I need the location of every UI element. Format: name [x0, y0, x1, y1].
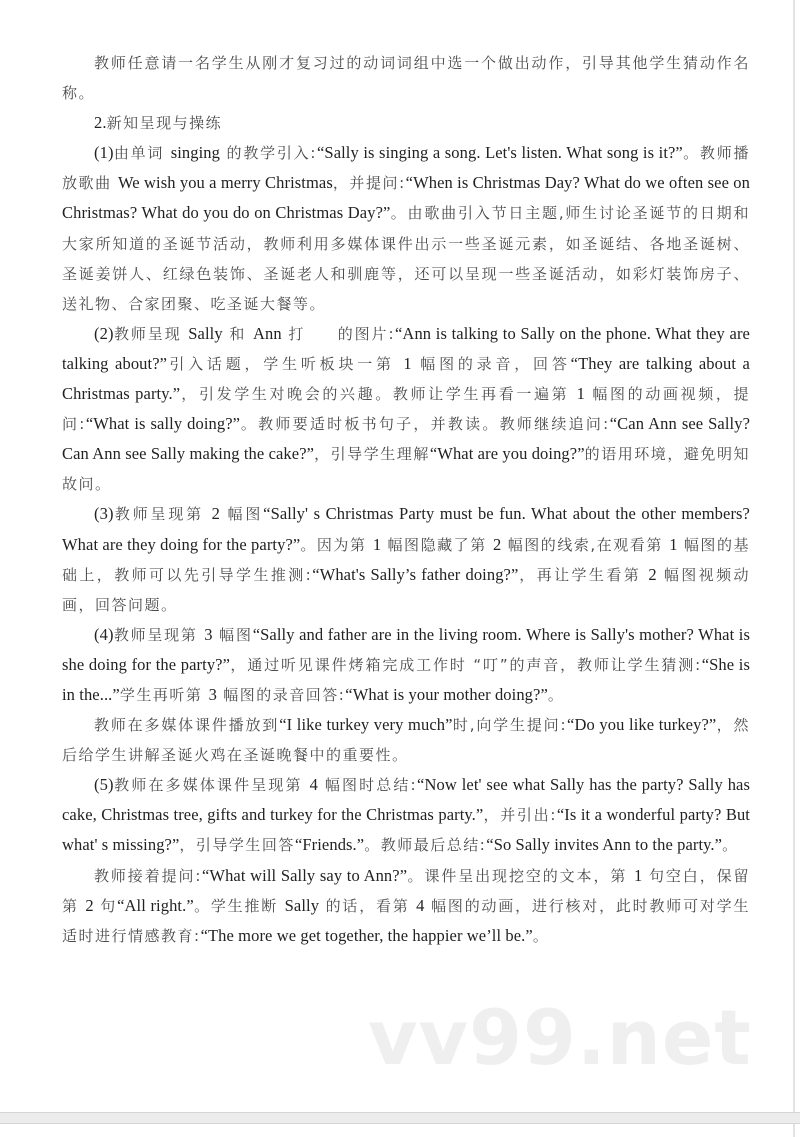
chinese-text: 引入话题，学生听板块一第 [167, 354, 404, 373]
english-text: “I like turkey very much” [279, 715, 453, 735]
english-text: 1 [669, 534, 678, 554]
chinese-text: ，并提问: [332, 174, 406, 193]
english-text: “What's Sally’s father doing?” [312, 564, 519, 584]
paragraph-p1 [62, 48, 750, 108]
chinese-text: 教师在多媒体课件呈现第 [113, 776, 310, 795]
english-text: We wish you a merry Christmas [117, 173, 333, 193]
english-text: “So Sally invites Ann to the party.” [486, 835, 723, 855]
paragraph-p6 [62, 620, 750, 710]
chinese-text: 教师呈现 [113, 324, 189, 343]
chinese-text: 句空白，保留第 [62, 866, 750, 915]
english-text: “Sally' s Christmas Party must be fun. What about the other members? What are they doing for the party?” [62, 504, 750, 554]
english-text: “What are you doing?” [429, 444, 585, 464]
english-text: 1 [403, 353, 412, 373]
english-text: (5) [94, 775, 114, 795]
english-text: (3) [94, 504, 114, 524]
chinese-text: 由单词 [113, 144, 171, 163]
english-text: “Is it a wonderful party? But what' s missing?” [62, 805, 750, 855]
english-text: 2 [648, 564, 657, 584]
english-text: “When is Christmas Day? What do we often see on Christmas? What do you do on Christmas Day?” [62, 173, 750, 223]
chinese-text: 。 [722, 836, 739, 855]
chinese-text: 教师接着提问: [94, 866, 202, 885]
english-text: 3 [204, 624, 213, 644]
english-text: Ann [252, 323, 282, 343]
chinese-text: 和 [222, 324, 253, 343]
watermark: vv99.net [368, 993, 752, 1082]
english-text: 2 [493, 534, 502, 554]
paragraph-p8 [62, 770, 750, 860]
english-text: “What is your mother doing?” [345, 684, 548, 704]
paragraph-p7 [62, 710, 750, 770]
chinese-text: 的教学引入: [220, 144, 317, 163]
english-text: Sally [188, 323, 223, 343]
english-text: 1 [633, 865, 643, 885]
english-text: “The more we get together, the happier we’ll be.” [200, 925, 533, 945]
chinese-text: 幅图 [212, 625, 253, 644]
chinese-text: 。教师播放歌曲 [62, 144, 750, 193]
chinese-text: 。课件呈出现挖空的文本，第 [407, 866, 634, 885]
english-text: “She is in the...” [62, 654, 750, 704]
english-text: 1 [372, 534, 382, 554]
english-text: 4 [416, 895, 425, 915]
chinese-text: ，再让学生看第 [518, 565, 649, 584]
chinese-text: 幅图的线索,在观看第 [501, 535, 670, 554]
chinese-text: 句 [93, 896, 118, 915]
english-text: 2 [211, 504, 220, 524]
paragraph-p5 [62, 499, 750, 619]
english-text: “Friends.” [294, 835, 365, 855]
paragraph-p4 [62, 319, 750, 500]
english-text: “Now let' see what Sally has the party? Sally has cake, Christmas tree, gifts and turkey for the Christmas party.” [62, 775, 750, 825]
english-text: singing [170, 143, 220, 163]
chinese-text: 。学生推断 [193, 896, 285, 915]
english-text: “What will Sally say to Ann?” [201, 865, 408, 885]
chinese-text: ，引导学生理解 [314, 445, 430, 464]
chinese-text: ，然后给学生讲解圣诞火鸡在圣诞晚餐中的重要性。 [62, 716, 750, 765]
chinese-text: 新知呈现与操练 [106, 114, 223, 133]
english-text: 1 [576, 384, 586, 404]
page-separator [0, 1112, 800, 1124]
chinese-text: 幅图 [219, 505, 264, 524]
english-text: 4 [309, 775, 318, 795]
chinese-text: 幅图的动画视频，提问: [62, 385, 750, 434]
paragraph-p2 [62, 108, 750, 138]
english-text: “Can Ann see Sally? Can Ann see Sally making the cake?” [62, 414, 751, 464]
chinese-text: 。由歌曲引入节日主题,师生讨论圣诞节的日期和大家所知道的圣诞节活动，教师利用多媒体课件出示一些圣诞元素，如圣诞结、各地圣诞树、圣诞姜饼人、红绿色装饰、圣诞老人和驯鹿等，还可以呈现一些圣诞活动，如彩灯装饰房子、送礼物、合家团聚、吃圣诞大餐等。 [62, 204, 750, 313]
english-text: 2 [85, 895, 94, 915]
chinese-text: 。教师最后总结: [364, 836, 487, 855]
paragraph-p3 [62, 138, 750, 319]
english-text: “They are talking about a Christmas party.” [62, 353, 750, 404]
paragraph-p9 [62, 861, 750, 951]
chinese-text: 幅图视频动画，回答问题。 [62, 565, 750, 614]
next-page-top [0, 1124, 795, 1137]
chinese-text: 。 [547, 685, 565, 704]
chinese-text: 教师呈现第 [113, 625, 205, 644]
chinese-text: 幅图隐藏了第 [381, 535, 494, 554]
chinese-text: 教师任意请一名学生从刚才复习过的动词词组中选一个做出动作，引导其他学生猜动作名称。 [62, 54, 750, 103]
english-text: 2. [94, 113, 107, 133]
chinese-text: 的话，看第 [319, 896, 417, 915]
chinese-text: 。因为第 [300, 535, 373, 554]
chinese-text: 时,向学生提问: [452, 716, 568, 735]
chinese-text: 幅图的录音回答: [216, 685, 346, 704]
chinese-text: 幅图的录音，回答 [411, 354, 571, 373]
english-text: (2) [94, 323, 114, 343]
english-text: (1) [94, 143, 114, 163]
chinese-text: 幅图的动画，进行核对，此时教师可对学生适时进行情感教育: [62, 896, 750, 945]
english-text: “Sally is singing a song. Let's listen. What song is it?” [317, 143, 683, 163]
chinese-text: 幅图的基础上，教师可以先引导学生推测: [62, 535, 750, 584]
chinese-text: 教师呈现第 [113, 505, 212, 524]
chinese-text: ，引发学生对晚会的兴趣。教师让学生再看一遍第 [180, 385, 577, 404]
chinese-text: 的语用环境，避免明知故问。 [62, 445, 750, 494]
english-text: “Ann is talking to Sally on the phone. What they are talking about?” [62, 323, 750, 373]
document-body [62, 48, 750, 951]
english-text: Sally [284, 895, 320, 915]
english-text: “Sally and father are in the living room. Where is Sally's mother? What is she doing for the party?” [62, 624, 750, 674]
chinese-text: ，通过听见课件烤箱完成工作时 “叮”的声音，教师让学生猜测: [230, 655, 702, 674]
english-text: “All right.” [117, 895, 194, 915]
chinese-text: ，并引出: [483, 806, 557, 825]
chinese-text: 的图片: [337, 324, 395, 343]
chinese-text: 教师在多媒体课件播放到 [94, 716, 280, 735]
chinese-text: 。 [532, 926, 550, 945]
english-text: 3 [208, 684, 217, 704]
chinese-text: ，引导学生回答 [179, 836, 295, 855]
english-text: (4) [94, 624, 114, 644]
chinese-text: 打 [281, 324, 306, 343]
chinese-text: 幅图时总结: [317, 776, 418, 795]
chinese-text: 。教师要适时板书句子，并教读。教师继续追问: [240, 415, 610, 434]
chinese-text: 学生再听第 [119, 685, 209, 704]
english-text: “What is sally doing?” [85, 414, 241, 434]
english-text: “Do you like turkey?” [567, 715, 717, 735]
